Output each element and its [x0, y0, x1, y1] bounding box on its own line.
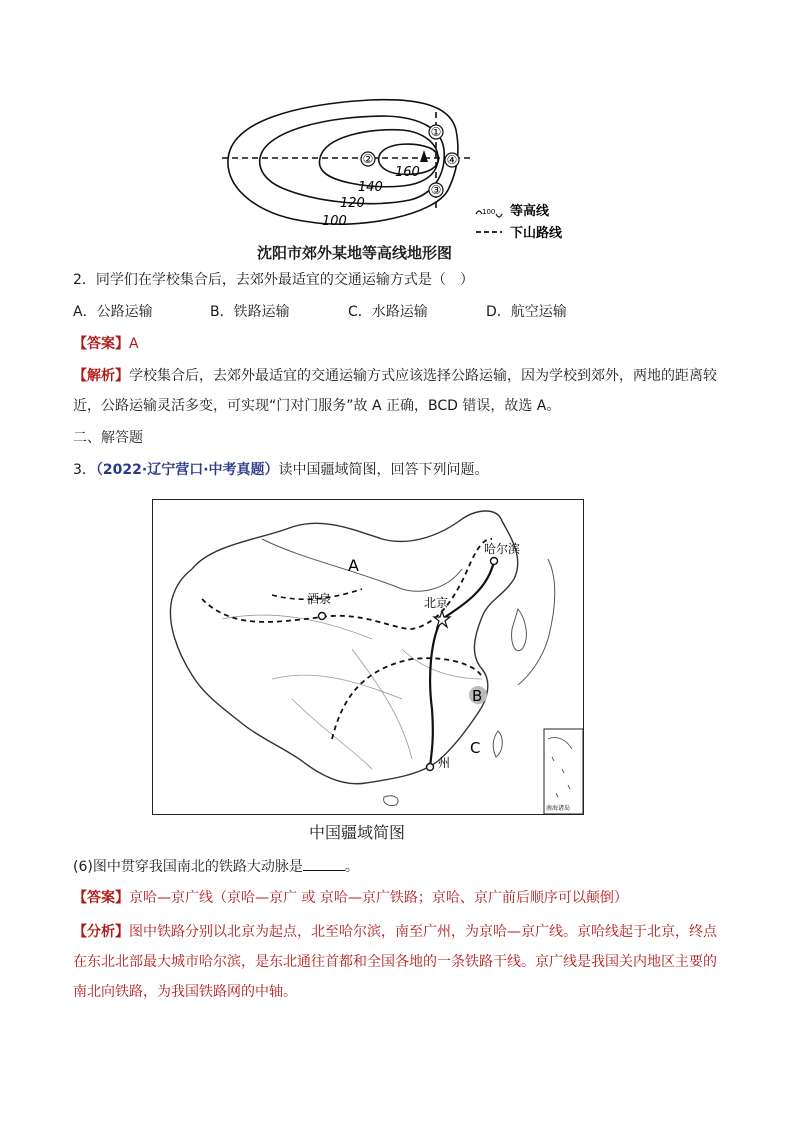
q3-analysis-line3: 南北向铁路，为我国铁路网的中轴。 [73, 984, 297, 1000]
elevation-140-label: 140 [358, 180, 383, 195]
q3-sub-question-line [73, 856, 359, 877]
point-1-label: ① [430, 125, 442, 139]
q3-analysis-line1 [73, 922, 717, 942]
answer-blank [303, 856, 345, 871]
section-title: 二、解答题 [73, 430, 143, 446]
q2-option-a: A．公路运输 [73, 304, 153, 320]
map-label-c: C [470, 739, 481, 757]
q2-answer: A [129, 336, 139, 352]
china-map-caption: 中国疆域简图 [309, 823, 406, 842]
q3-answer-line [73, 888, 628, 908]
summit-icon [420, 150, 428, 162]
elevation-160-label: 160 [395, 165, 420, 180]
harbin-marker [491, 558, 498, 565]
legend-contour-value: 100 [482, 208, 496, 216]
contour-line-120 [260, 116, 445, 204]
q2-analysis-line2: 近，公路运输灵活多变，可实现“门对门服务”故 A 正确，BCD 错误，故选 A。 [73, 398, 561, 414]
map-label-b: B [472, 687, 483, 705]
q3-answer-tag: 【答案】 [73, 890, 129, 906]
elevation-100-label: 100 [322, 214, 347, 229]
jiuquan-marker [319, 613, 326, 620]
q3-stem-line [73, 460, 489, 480]
q2-answer-line [73, 334, 139, 354]
contour-map-figure [210, 90, 580, 245]
q3-stem: 读中国疆域简图，回答下列问题。 [278, 462, 489, 478]
q3-analysis-text1: 图中铁路分别以北京为起点，北至哈尔滨，南至广州，为京哈—京广线。京哈线起于北京，终点 [129, 924, 717, 940]
q2-option-d: D．航空运输 [486, 304, 567, 320]
q3-source: （2022·辽宁营口·中考真题） [95, 462, 279, 478]
q3-number: 3． [73, 462, 96, 478]
point-4-label: ④ [446, 153, 458, 167]
q2-answer-tag: 【答案】 [73, 336, 129, 352]
inset-label: 南海诸岛 [546, 805, 571, 812]
point-3-label: ③ [430, 183, 442, 197]
q2-analysis-line1 [73, 366, 717, 386]
china-map-figure [152, 499, 584, 815]
q2-stem: 2．同学们在学校集合后，去郊外最适宜的交通运输方式是（ ） [73, 272, 474, 288]
city-beijing-label: 北京 [424, 596, 449, 610]
q2-option-b: B．铁路运输 [210, 304, 290, 320]
legend-route-label: 下山路线 [510, 226, 563, 241]
q3-sub-question: (6)图中贯穿我国南北的铁路大动脉是 [73, 859, 303, 875]
q3-analysis-tag: 【分析】 [73, 924, 129, 940]
city-guangzhou-label: 州 [438, 756, 451, 770]
point-2-label: ② [362, 152, 374, 166]
elevation-120-label: 120 [340, 196, 365, 211]
q2-analysis-tag: 【解析】 [73, 368, 129, 384]
guangzhou-marker [427, 764, 434, 771]
contour-figure-caption: 沈阳市郊外某地等高线地形图 [257, 244, 453, 262]
legend-contour-label: 等高线 [510, 204, 550, 219]
map-label-a: A [348, 556, 359, 575]
city-harbin-label: 哈尔滨 [484, 542, 521, 556]
q3-answer: 京哈—京广线（京哈—京广 或 京哈—京广铁路；京哈、京广前后顺序可以颠倒） [129, 890, 628, 906]
q2-analysis-text1: 学校集合后，去郊外最适宜的交通运输方式应该选择公路运输，因为学校到郊外，两地的距离较 [129, 368, 717, 384]
q3-analysis-line2: 在东北北部最大城市哈尔滨，是东北通往首都和全国各地的一条铁路干线。京广线是我国关内地区主要的 [73, 954, 717, 970]
q2-option-c: C．水路运输 [348, 304, 428, 320]
city-jiuquan-label: 酒泉 [307, 592, 332, 606]
q3-sub-question-end: 。 [344, 859, 359, 875]
